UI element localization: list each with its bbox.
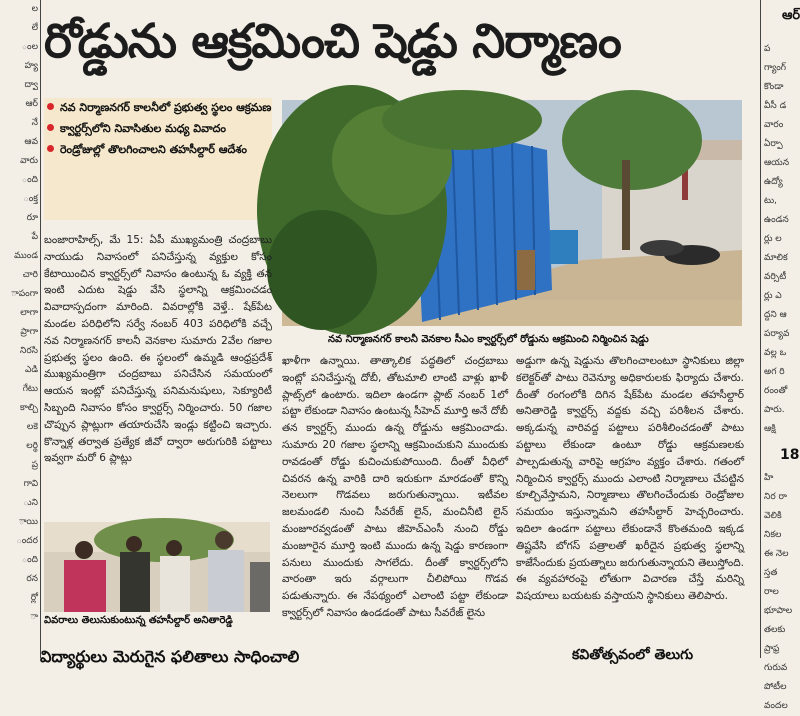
previous-column-line: ల [31,4,38,14]
next-column-line: ప్రాఫ్ర [764,644,780,654]
next-column-line: నిర రా [764,492,787,502]
previous-column-line: లే [31,23,38,33]
previous-column-line: ఆర్ [25,99,38,109]
previous-column-line: ంది [21,175,38,185]
next-column-line: రంంతో [764,386,788,396]
previous-column-line: వారు [20,156,38,166]
next-column-line: ఆక్షి [764,424,776,434]
previous-column-line: ంల [21,42,38,52]
main-photo-illustration [282,100,742,326]
next-column-line: గ్యాంగ్ [764,63,787,73]
previous-column-line: లాగా [20,308,38,318]
highlights-box [44,98,272,220]
highlight-item: రెండ్రోజుల్లో తొలగించాలని తహసీల్దార్ ఆదేశం [44,140,272,159]
article-headline: రోడ్డును ఆక్రమించి షెడ్డు నిర్మాణం [44,14,621,69]
next-column-line: వారం [764,120,784,130]
column-rule-left [40,0,41,658]
next-column-line: వల్ల ఒ [764,348,787,358]
next-article-headline: విద్యార్థులు మెరుగైన ఫలితాలు సాధించాలి [40,647,300,666]
previous-column-line: గావి [23,479,38,489]
next-column-line: అగ రి [764,367,785,377]
bullet-dot-icon [47,145,54,152]
next-column-line: ఏర్పా [764,139,783,149]
previous-column-line: రన [26,574,38,584]
next-column-line: పారు. [764,405,785,415]
next-column-number: 18 [780,447,800,463]
previous-column-line: ప్రాగా [20,327,38,337]
highlight-item: క్వార్టర్స్‌లోని నివాసితుల మధ్య వివాదం [44,119,272,138]
previous-column-line: ంక్త [23,194,38,204]
previous-column-line: ంది [21,555,38,565]
main-photo [282,100,742,326]
next-column-line: ఆయన [764,158,790,168]
next-column-line: తలకు [764,625,786,635]
next-column-line: మాలిక [764,253,788,263]
previous-column-line: రూ [26,213,38,223]
article-column-1: బంజారాహిల్స్, మే 15: ఏపీ ముఖ్యమంత్రి చంద్రబాబు నాయుడు నివాసంలో పనిచేస్తున్న వ్యక్తుల కోసం కేటాయించిన క్వార్టర్స్‌లో నివాసం ఉంటున్న ఓ వ్యక్తి తన ఇంటి ఎదుట షెడ్డు వేసి స్థలాన్ని ఆక్రమించడం వివాదాస్పదంగా మారింది. వివరాల్లోకి వెళ్తే.. షేక్‌పేట మండల పరిధిలోని సర్వే నంబర్ 403 పరిధిలోకి వచ్చే నవ నిర్మాణనగర్ కాలనీ వెనకాల సుమారు 2వేల గజాల ప్రభుత్వ స్థలం ఉంది. ఈ స్థలంలో ఉమ్మడి ఆంధ్రప్రదేశ్ ముఖ్యమంత్రిగా చంద్రబాబు పనిచేసిన సమయంలో ఆయన ఇంట్లో పనిచేస్తున్న పనిమనుషులు, సెక్యూరిటీ సిబ్బంది నివాసం కోసం క్వార్టర్స్ నిర్మించారు. 50 గజాల చొప్పున ప్లాట్లుగా తయారుచేసి ఇండ్లు కట్టించి ఇచ్చారు. కొన్నాళ్ల తర్వాత ప్రత్యేక జీవో ద్వారా అరుగురికి పట్టాలు ఇవ్వగా మరో 6 ప్లాట్లు [44,234,272,465]
next-column-line: ఉండన [764,215,789,225]
next-column-line: పర్యావ [764,329,790,339]
next-column-line: పోటీల [764,682,787,692]
previous-column-line: ుని [23,498,38,508]
previous-column-line: ప్ర [31,460,38,470]
next-column-line: హి [764,473,774,483]
next-column-line: ఉద్యో [764,177,783,187]
main-photo-caption: నవ నిర్మాణనగర్ కాలనీ వెనకాల సీఎం క్వార్టర్స్‌లో రోడ్డును ఆక్రమించి నిర్మించిన షెడ్డు [328,334,649,345]
next-column-strip [760,0,800,711]
bullet-dot-icon [47,103,54,110]
next-column-lines [760,40,800,439]
next-column-line: భూపాల [764,606,793,616]
previous-column-line: నిరసి [20,346,38,356]
next-column-heading: ఆర్ [782,8,800,23]
next-column-line: కొండా [764,82,784,92]
highlight-item: నవ నిర్మాణనగర్ కాలనీలో ప్రభుత్వ స్థలం ఆక్రమణ [44,98,272,117]
previous-column-line: లర్థి [26,441,38,451]
tahsildar-photo-illustration [44,522,270,612]
next-column-line: ర్లు ల [764,234,782,244]
next-column-line: ర్లు ఎ [764,291,782,301]
next-column-line: నికల [764,530,782,540]
next-column-line: స్తత [764,568,778,578]
next-column-line: టు, [764,196,777,206]
next-column-line: ప [764,44,771,54]
article-column-3: అడ్డుగా ఉన్న షెడ్డును తొలగించాలంటూ స్థానికులు జిల్లా కలెక్టర్‌తో పాటు రెవెన్యూ అధికారులకు ఫిర్యాదు చేశారు. దీంతో రంగంలోకి దిగిన షేక్‌పేట మండల తహసీల్దార్ అనితారెడ్డి క్వార్టర్స్ వద్దకు వచ్చి పరిశీలన చేశారు. అక్కడున్న వారివద్ద పట్టాలు పరిశీలించడంతో పాటు పట్టాలు లేకుండా ఉంటూ రోడ్డు ఆక్రమణలకు పాల్పడుతున్న వారిపై ఆగ్రహం వ్యక్తం చేశారు. గతంలో నిర్మించిన క్వార్టర్స్ ముందు ఎలాంటి నిర్మాణాలు చేపట్టిన కూల్చివేస్తామని, నిర్మాణాలు తొలగించేందుకు రెండ్రోజుల సమయం ఇస్తున్నామని తహసీల్దార్ హెచ్చరించారు. ఇదిలా ఉండగా పట్టాలు లేకుండానే కొంతమంది ఇక్కడ తిష్టవేసి బోగస్ పత్రాలతో ఖరీదైన ప్రభుత్వ స్థలాన్ని కాజేసేందుకు ప్రయత్నాలు జరుగుతున్నాయని తెలుస్తోంది. ఈ వ్యవహారంపై లోతుగా విచారణ చేస్తే మరిన్ని విషయాలు బయటకు వస్తాయని స్థానికులు తెలిపారు. [516,355,744,603]
previous-column-line: ా [30,612,38,622]
next-column-line: రాల [764,587,779,597]
next-column-line: వీసీ డ [764,101,787,111]
previous-column-line: ఎడి [24,365,38,375]
previous-column-line: లకె [26,422,38,432]
previous-column-strip [0,0,40,658]
previous-column-line: చారి [22,270,38,280]
article-column-2: ఖాళీగా ఉన్నాయి. తాత్కాలిక పద్ధతిలో చంద్రబాబు ఇంట్లో పనిచేస్తున్న దోబీ, తోటమాలి లాంటి వాళ్లు ఖాళీ ప్లాట్స్‌లో ఉంటారు. ఇదిలా ఉండగా ప్లాట్ నంబర్ 1లో పట్టా లేకుండా నివాసం ఉంటున్న సీహెచ్ మూర్తి అనే దోబీ తన క్వార్టర్స్ ముందు ఉన్న రోడ్డును ఆక్రమించాడు. సుమారు 20 గజాల స్థలాన్ని ఆక్రమించుకుని ముందుకు రావడంతో రోడ్డు కుచించుకుపోయింది. దీంతో వీధిలో చివరన ఉన్న వారికి దారి ఇరుకుగా మారడంతో కొన్ని నెలలుగా గొడవలు జరుగుతున్నాయి. ఇటీవల జలమండలి నుంచి సీవరేజ్ లైన్, మంచినీటి లైన్ మంజూరవ్వడంతో పాటు జీహెచ్‌ఎంసీ నుంచి రోడ్డు మంజూరైన మూర్తి ఇంటి ముందు ఉన్న షెడ్డు కారణంగా పనులు ముందుకు సాగలేదు. దీంతో క్వార్టర్స్‌లోని వారంతా ఇరు వర్గాలుగా చీలిపోయి గొడవ పడుతున్నారు. ఈ నేపథ్యంలో ఎలాంటి పట్టా లేకుండా క్వార్టర్స్‌లో నివాసం ఉండడంతో పాటు సీవరేజ్ లైను [282,355,508,619]
previous-column-line: ాపంగా [11,289,38,299]
previous-column-line: గేటు [22,384,38,394]
previous-column-line: ాయి [18,517,38,527]
bullet-dot-icon [47,124,54,131]
next-column-line: వెలికి [764,511,782,521]
next-right-headline: కవితోత్సవంలో తెలుగు [572,647,694,663]
next-column-lines-2 [760,469,800,716]
next-column-line: వర్సిటీ [764,272,787,282]
previous-column-line: ముండ [14,251,38,261]
next-column-line: ద్దని ఆ [764,310,787,320]
previous-column-line: ందర [16,536,38,546]
previous-column-line: నే [31,118,38,128]
previous-column-line: కాల్చి [19,403,38,413]
previous-column-line: ర్లో [30,593,38,603]
previous-column-line: ద్వా [24,80,38,90]
small-photo-caption: వివరాలు తెలుసుకుంటున్న తహసీల్దార్ అనితారెడ్డి [44,615,233,626]
next-column-line: గురువ [764,663,788,673]
previous-column-line: పే [31,232,38,242]
previous-column-line: హ్య [24,61,38,71]
next-column-line: వందల [764,701,788,711]
tahsildar-photo [44,522,270,612]
previous-column-line: ఆవ [24,137,38,147]
next-column-line: ఈ నెల [764,549,789,559]
